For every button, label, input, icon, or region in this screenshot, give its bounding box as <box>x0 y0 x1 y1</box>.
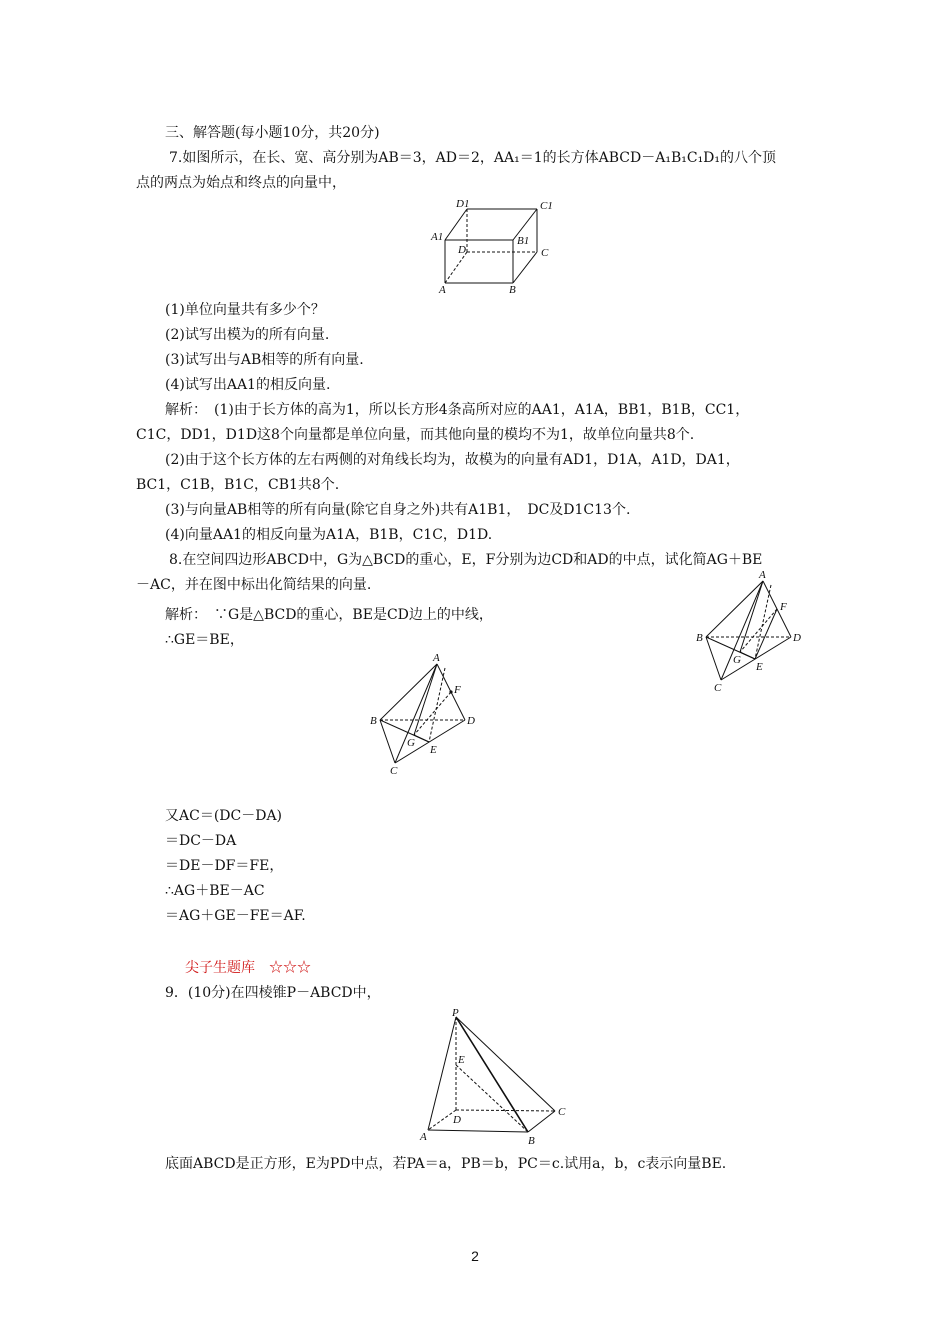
label-b: B <box>696 632 703 644</box>
label-e: E <box>430 744 437 756</box>
label-f: F <box>454 684 461 696</box>
label-a: A <box>759 569 766 581</box>
label-g: G <box>733 654 741 666</box>
q8-step3: ＝DE－DF＝FE， <box>165 858 284 874</box>
q7-answer1-line2: C1C，DD1，D1D这8个向量都是单位向量，而其他向量的模均不为1，故单位向量共8个. <box>136 427 695 443</box>
section-title: 三、解答题(每小题10分，共20分) <box>165 125 380 141</box>
label-e: E <box>458 1054 465 1066</box>
label-d: D <box>793 632 801 644</box>
tetrahedron-figure-large <box>367 650 487 780</box>
q8-text-line1: 8.在空间四边形ABCD中，G为△BCD的重心，E，F分别为边CD和AD的中点，试化简AG＋BE <box>169 552 763 568</box>
q7-answer2-line1: (2)由于这个长方体的左右两侧的对角线长均为，故模为的向量有AD1，D1A，A1D，DA1， <box>165 452 740 468</box>
tetrahedron-figure-small <box>693 567 813 697</box>
label-e: E <box>756 661 763 673</box>
label-b: B <box>528 1135 535 1147</box>
q8-step4: ∴AG＋BE－AC <box>165 883 265 899</box>
label-a: A <box>439 284 446 295</box>
label-b: B <box>370 715 377 727</box>
q9-text-line1: 9．(10分)在四棱锥P－ABCD中， <box>165 985 381 1001</box>
label-b: B <box>509 284 516 295</box>
label-c: C <box>541 247 549 259</box>
page-number: 2 <box>471 1248 479 1264</box>
q7-sub4: (4)试写出AA1的相反向量. <box>165 377 331 393</box>
question-bank-title: 尖子生题库 ☆☆☆ <box>185 960 311 976</box>
label-d: D <box>467 715 475 727</box>
q7-answer4: (4)向量AA1的相反向量为A1A，B1B，C1C，D1D. <box>165 527 493 543</box>
q8-step1: 又AC＝(DC－DA) <box>165 808 283 824</box>
label-p: P <box>452 1007 459 1019</box>
q7-answer3: (3)与向量AB相等的所有向量(除它自身之外)共有A1B1， DC及D1C13个. <box>165 502 631 518</box>
label-b1: B1 <box>517 235 530 247</box>
label-d: D <box>453 1114 461 1126</box>
label-c: C <box>714 682 722 694</box>
label-a: A <box>420 1131 427 1143</box>
label-a1: A1 <box>431 231 444 243</box>
q9-text-line2: 底面ABCD是正方形，E为PD中点，若PA＝a，PB＝b，PC＝c.试用a，b，c表示向量BE. <box>165 1156 727 1172</box>
q7-sub3: (3)试写出与AB相等的所有向量. <box>165 352 364 368</box>
label-g: G <box>407 737 415 749</box>
q7-sub2: (2)试写出模为的所有向量. <box>165 327 330 343</box>
q7-text-line1: 7.如图所示，在长、宽、高分别为AB＝3，AD＝2，AA₁＝1的长方体ABCD－A₁B₁C₁D₁的八个顶 <box>169 150 777 166</box>
q8-step5: ＝AG＋GE－FE＝AF. <box>165 908 306 924</box>
q8-answer-line1: 解析： ∵G是△BCD的重心，BE是CD边上的中线， <box>165 607 493 623</box>
q8-text-line2: －AC，并在图中标出化简结果的向量. <box>136 577 372 593</box>
pyramid-figure <box>410 1005 570 1150</box>
q7-answer1-line1: 解析： (1)由于长方体的高为1，所以长方形4条高所对应的AA1，A1A，BB1，B1B，CC1， <box>165 402 750 418</box>
q7-text-line2: 点的两点为始点和终点的向量中， <box>136 175 346 191</box>
q7-sub1: (1)单位向量共有多少个？ <box>165 302 325 318</box>
label-d1: D1 <box>456 198 470 210</box>
label-c: C <box>558 1106 566 1118</box>
q8-step2: ＝DC－DA <box>165 833 237 849</box>
cuboid-figure <box>425 195 560 295</box>
q7-answer2-line2: BC1，C1B，B1C，CB1共8个. <box>136 477 340 493</box>
label-a: A <box>433 652 440 664</box>
label-c: C <box>390 765 398 777</box>
label-d: D <box>458 244 466 256</box>
q8-answer-line2: ∴GE＝BE， <box>165 632 244 648</box>
label-f: F <box>780 601 787 613</box>
label-c1: C1 <box>540 200 553 212</box>
